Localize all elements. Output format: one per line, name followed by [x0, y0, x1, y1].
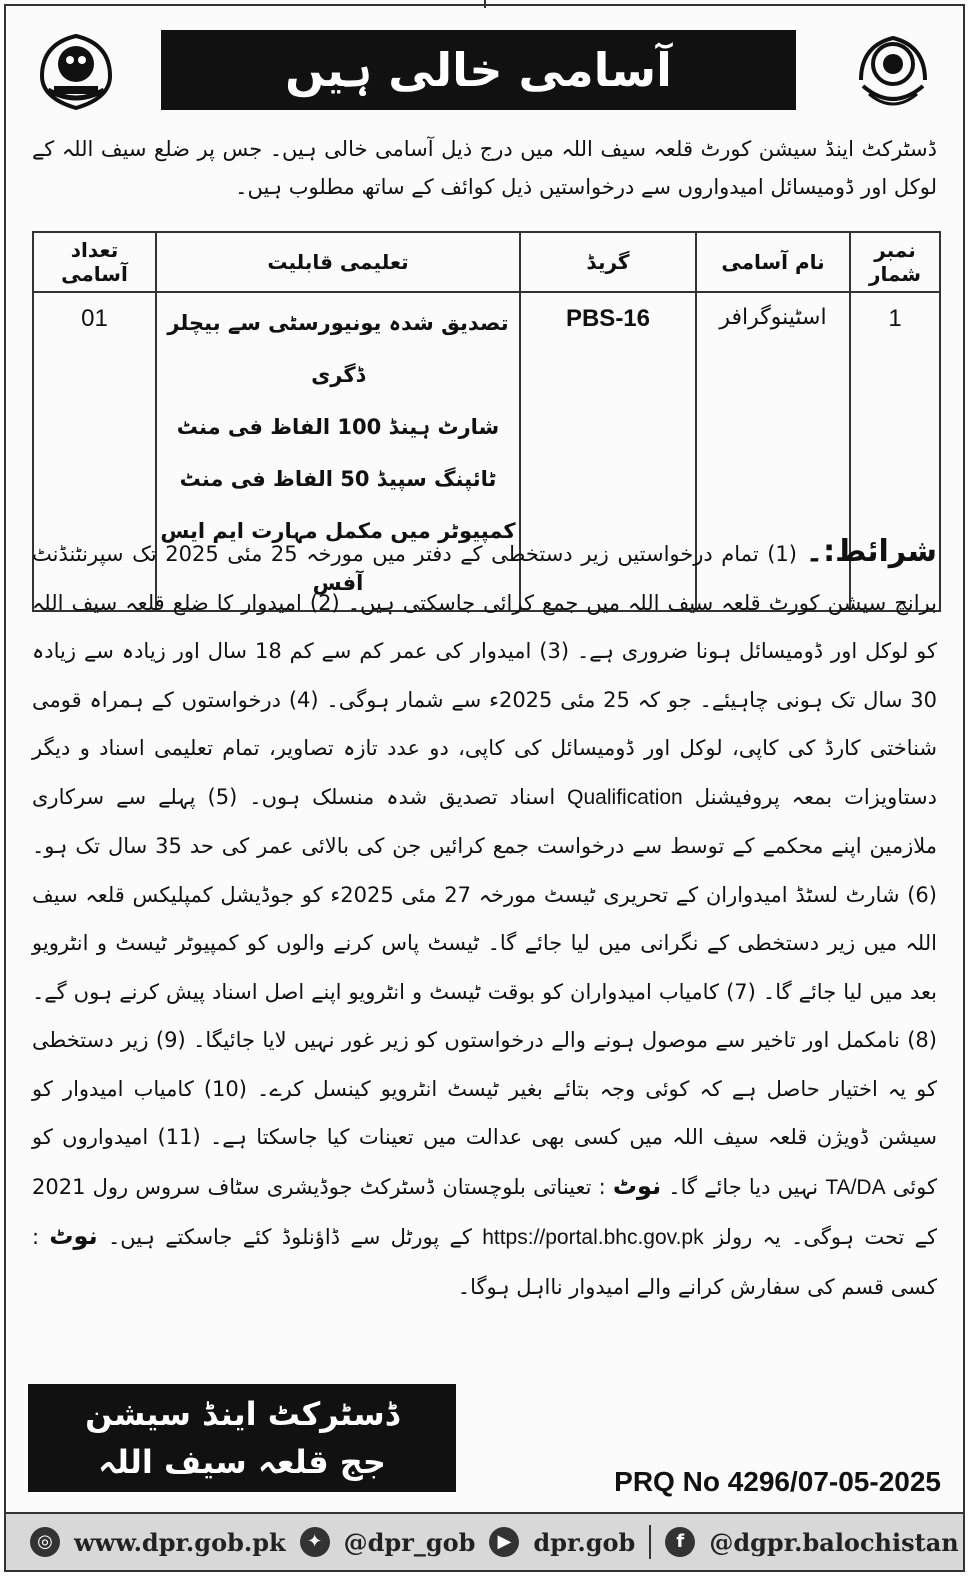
note-label: نوٹ	[49, 1222, 98, 1250]
conditions-text: : تعیناتی بلوچستان ڈسٹرکٹ جوڈیشری سٹاف سروس رول 2021 کے تحت ہوگی۔ یہ رولز	[32, 1174, 937, 1249]
footer-divider	[649, 1525, 651, 1559]
right-emblem-icon	[845, 24, 941, 120]
footer-facebook[interactable]: @dgpr.balochistan	[709, 1527, 959, 1557]
conditions-text: : کسی قسم کی سفارش کرانے والے امیدوار نااہل ہوگا۔	[32, 1225, 937, 1299]
note-label: نوٹ	[612, 1171, 662, 1200]
header-count: تعداد آسامی	[33, 232, 156, 292]
top-border-tick	[484, 0, 486, 8]
cell-post: اسٹینوگرافر	[696, 292, 850, 611]
qualification-line: شارٹ ہینڈ 100 الفاظ فی منٹ	[176, 415, 500, 439]
cell-serial: 1	[850, 292, 940, 611]
cell-count: 01	[33, 292, 156, 611]
portal-link[interactable]: https://portal.bhc.gov.pk	[482, 1226, 704, 1249]
footer-twitter[interactable]: @dpr_gob	[343, 1527, 476, 1557]
youtube-icon: ▶	[489, 1527, 519, 1557]
intro-paragraph: ڈسٹرکٹ اینڈ سیشن کورٹ قلعہ سیف اللہ میں درج ذیل آسامی خالی ہیں۔ جس پر ضلع سیف اللہ کے لوکل اور ڈومیسائل امیدواروں سے درخواستیں ذیل کوائف کے ساتھ مطلوب ہیں۔	[32, 137, 937, 199]
header-grade: گریڈ	[520, 232, 696, 292]
cell-grade: PBS-16	[520, 292, 696, 611]
signature-line: ڈسٹرکٹ اینڈ سیشن	[85, 1395, 399, 1433]
tada-word: TA/DA	[825, 1175, 886, 1199]
facebook-icon: f	[665, 1527, 695, 1557]
qualification-line: ٹائپنگ سپیڈ 50 الفاظ فی منٹ	[179, 467, 497, 491]
footer-youtube[interactable]: dpr.gob	[533, 1527, 636, 1557]
left-emblem-icon	[28, 24, 124, 120]
page-title: آسامی خالی ہیں	[161, 30, 796, 110]
header-post: نام آسامی	[696, 232, 850, 292]
twitter-icon: ✦	[300, 1527, 330, 1557]
qualification-line: کمپیوٹر میں مکمل مہارت ایم ایس آفس	[160, 519, 516, 595]
header-qualification: تعلیمی قابلیت	[156, 232, 520, 292]
table-header-row	[33, 232, 940, 292]
footer-bar	[6, 1512, 963, 1570]
qualification-line: تصدیق شدہ یونیورسٹی سے بیچلر ڈگری	[167, 311, 509, 387]
prq-number: PRQ No 4296/07-05-2025	[614, 1466, 941, 1497]
conditions-text: کے پورٹل سے ڈاؤنلوڈ کئے جاسکتے ہیں۔	[107, 1225, 472, 1249]
conditions-paragraph	[32, 528, 937, 1311]
globe-icon: ◎	[30, 1527, 60, 1557]
conditions-heading: شرائط:۔	[805, 534, 937, 569]
signature-box	[28, 1384, 456, 1492]
signature-line: جج قلعہ سیف اللہ	[98, 1443, 386, 1481]
advertisement-page	[4, 4, 965, 1572]
header-serial: نمبر شمار	[850, 232, 940, 292]
qualification-word: Qualification	[567, 785, 683, 809]
conditions-text: نہیں دیا جائے گا۔	[668, 1174, 819, 1199]
conditions-text: (1) تمام درخواستیں زیر دستخطی کے دفتر میں مورخہ 25 مئی 2025 تک سپرنٹنڈنٹ برانچ سیشن کورٹ قلعہ سیف اللہ میں جمع کرائی جاسکتی ہیں۔ (2) امیدوار کا ضلع قلعہ سیف اللہ کو لوکل اور ڈومیسائل ہونا ضروری ہے۔ (3) امیدوار کی عمر کم سے کم 18 سال اور زیادہ سے زیادہ 30 سال تک ہونی چاہیئے۔ جو کہ 25 مئی 2025ء سے شمار ہوگی۔ (4) درخواستوں کے ہمراہ قومی شناختی کارڈ کی کاپی، لوکل اور ڈومیسائل کی کاپی، دو عدد تازہ تصاویر، تمام تعلیمی اسناد و دیگر دستاویزات بمعہ پروفیشنل	[32, 542, 937, 809]
footer-website[interactable]: www.dpr.gob.pk	[74, 1527, 286, 1557]
conditions-text: اسناد تصدیق شدہ منسلک ہوں۔ (5) پہلے سے سرکاری ملازمین اپنے محکمے کے توسط سے درخواست جمع کرائیں جن کی بالائی عمر کی حد 35 سال تک ہو۔ (6) شارٹ لسٹڈ امیدواران کے تحریری ٹیسٹ مورخہ 27 مئی 2025ء کو جوڈیشل کمپلیکس قلعہ سیف اللہ میں زیر دستخطی کے نگرانی میں لیا جائے گا۔ ٹیسٹ پاس کرنے والوں کو کمپیوٹر ٹیسٹ و انٹرویو بعد میں لیا جائے گا۔ (7) کامیاب امیدواران کو بوقت ٹیسٹ و انٹرویو اپنے اصل اسناد پیش کرنے ہوں گے۔ (8) نامکمل اور تاخیر سے موصول ہونے والے درخواستوں کو زیر غور نہیں لایا جائیگا۔ (9) زیر دستخطی کو یہ اختیار حاصل ہے کہ کوئی وجہ بتائے بغیر ٹیسٹ انٹرویو کینسل کرے۔ (10) کامیاب امیدوار کو سیشن ڈویژن قلعہ سیف اللہ میں کسی بھی عدالت میں تعینات کیا جاسکتا ہے۔ (11) امیدواروں کو کوئی	[32, 784, 937, 1199]
